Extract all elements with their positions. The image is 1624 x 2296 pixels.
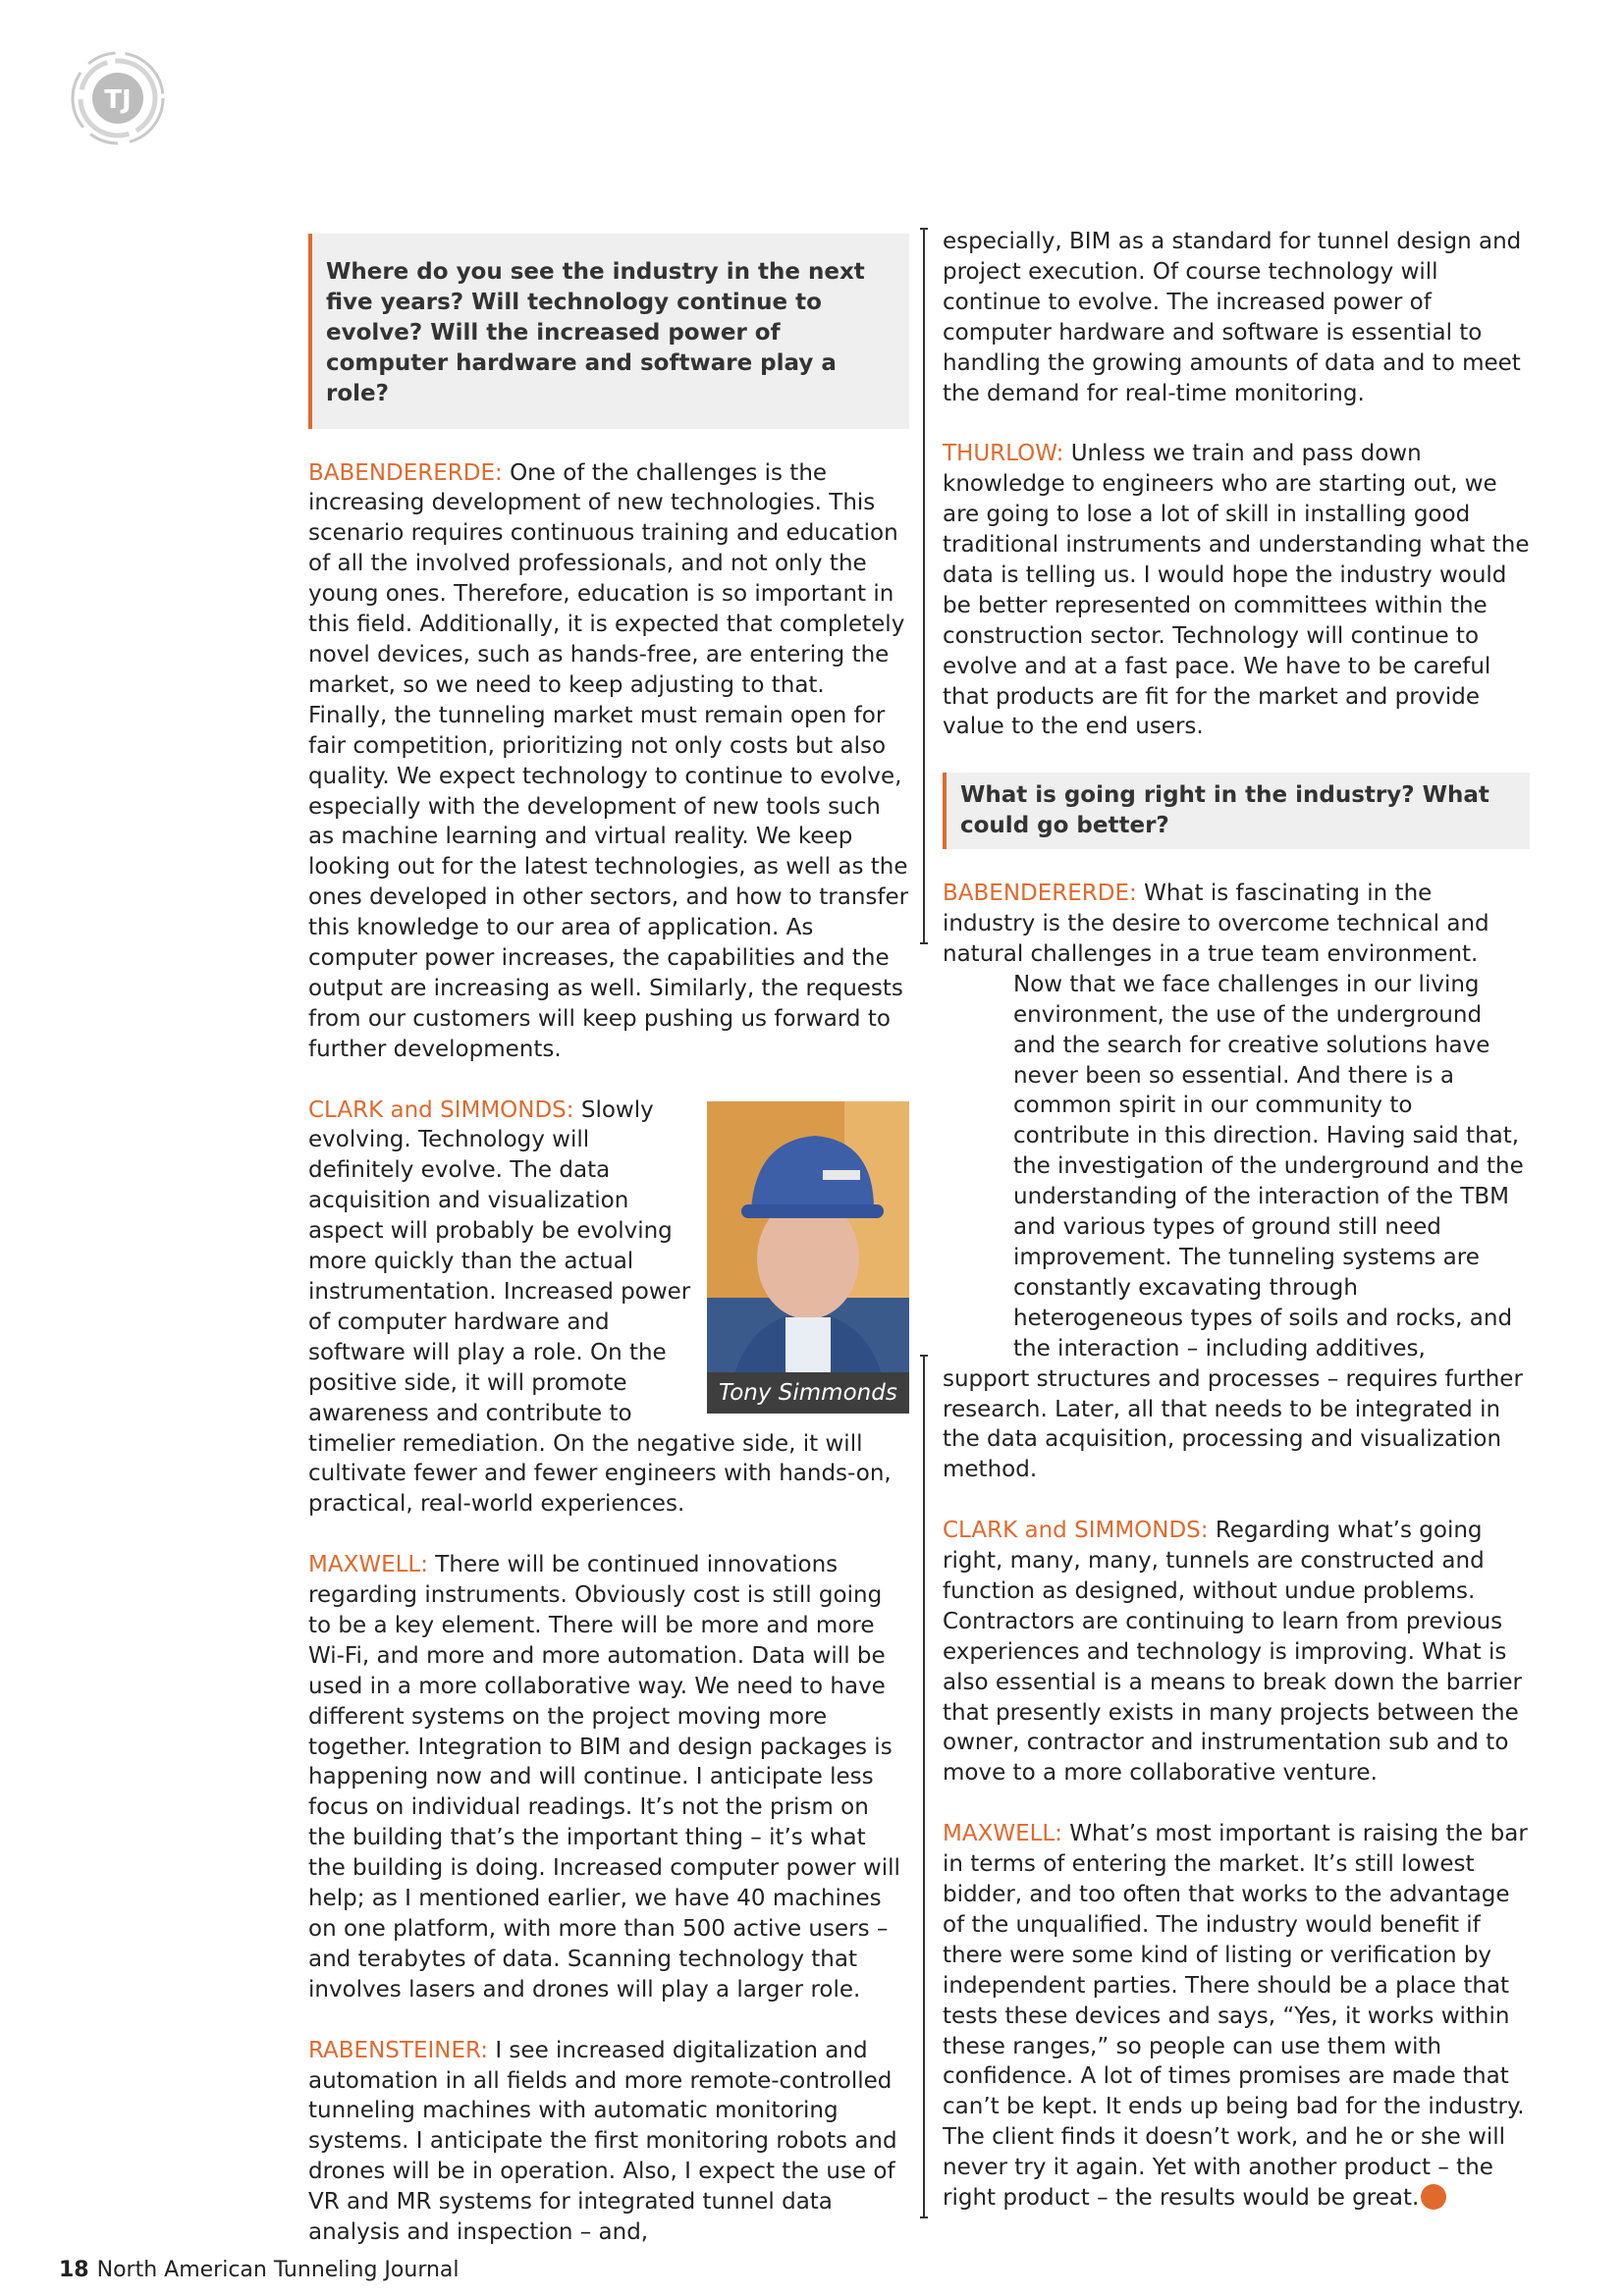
answer-rabensteiner-1 [308,2036,909,2248]
answer-clark-simmonds-1 [308,1095,909,1521]
speaker-name: RABENSTEINER: [308,2037,489,2063]
photo-tony-simmonds [707,1101,909,1414]
right-column [943,227,1530,2244]
answer-thurlow-1 [943,439,1530,742]
journal-logo-icon [69,49,167,147]
divider-bracket-bottom [923,1355,925,2218]
answer-maxwell-1 [308,1550,909,2005]
divider-bracket-top [923,228,925,944]
answer-text: Unless we train and pass down knowledge to engineers who are starting out, we are going to lose a lot of skill in installing good traditional instruments and understanding what the data is telling us. I would hope the industry would be better represented on committees within the construction sector. Technology will continue to evolve and at a fast pace. We have to be careful that products are fit for the market and provide value to the end users. [943,441,1530,740]
answer-maxwell-2 [943,1819,1530,2214]
answer-babenderede-2-after: support structures and processes – requires further research. Later, all that needs to be integrated in the data acquisition, processing and visualization method. [943,1365,1523,1483]
speaker-name: BABENDERERDE: [943,881,1137,907]
publication-name: North American Tunneling Journal [96,2258,460,2282]
answer-text: One of the challenges is the increasing development of new technologies. This scenario requires continuous training and education of all the involved professionals, and not only the young ones. Therefore, education is so important in this field. Additionally, it is expected that completely novel devices, such as hands-free, are entering the market, so we need to keep adjusting to that. Finally, the tunneling market must remain open for fair competition, prioritizing not only costs but also quality. We expect technology to continue to evolve, especially with the development of new tools such as machine learning and virtual reality. We keep looking out for the latest technologies, as well as the ones developed in other sectors, and how to transfer this knowledge to our area of application. As computer power increases, the capabilities and the output are increasing as well. Similarly, the requests from our customers will keep pushing us forward to further developments. [308,459,909,1062]
answer-text: I see increased digitalization and automation in all fields and more remote-controlled tunneling machines with automatic monitoring systems. I anticipate the first monitoring robots and drones will be in operation. Also, I expect the use of VR and MR systems for integrated tunnel data analysis and inspection – and, [308,2037,897,2246]
page-footer [59,2258,460,2282]
speaker-name: MAXWELL: [943,1821,1062,1847]
answer-text: What is fascinating in the industry is the desire to overcome technical and natural challenges in a true team environment. [943,881,1489,967]
photo-caption: Tony Simmonds [707,1372,909,1414]
answer-clark-simmonds-2 [943,1516,1530,1789]
speaker-name: BABENDERERDE: [308,459,503,486]
speaker-name: THURLOW: [943,441,1064,467]
answer-babenderede-2-wrap: Now that we face challenges in our living environment, the use of the underground and the search for creative solutions have never been so essential. And there is a common spirit in our community to contribute in this direction. Having said that, the investigation of the underground and the understanding of the interaction of the TBM and various types of ground still need improvement. The tunneling systems are constantly excavating through heterogeneous types of soils and rocks, and the interaction – including additives, [1013,971,1524,1362]
portrait-image [707,1101,909,1414]
speaker-name: MAXWELL: [308,1552,428,1578]
logo-text: TJ [104,85,132,115]
answer-text: Regarding what’s going right, many, many, tunnels are constructed and function as designed, without undue problems. Contractors are continuing to learn from previous experiences and technology is improving. What is also essential is a means to break down the barrier that presently exists in many projects between the owner, contractor and instrumentation sub and to move to a more collaborative venture. [943,1518,1522,1787]
answer-text: There will be continued innovations regarding instruments. Obviously cost is still going to be a key element. There will be more and more Wi-Fi, and more and more automation. Data will be used in a more collaborative way. We need to have different systems on the project moving more together. Integration to BIM and design packages is happening now and will continue. I anticipate less focus on individual readings. It’s not the prism on the building that’s the important thing – it’s what the building is doing. Increased computer power will help; as I mentioned earlier, we have 40 machines on one platform, with more than 500 active users – and terabytes of data. Scanning technology that involves lasers and drones will play a larger role. [308,1552,900,2002]
answer-text: What’s most important is raising the bar in terms of entering the market. It’s still lowest bidder, and too often that works to the advantage of the unqualified. The industry would benefit if there were some kind of listing or verification by independent parties. There should be a place that tests these devices and says, “Yes, it works within these ranges,” so people can use them with confidence. A lot of times promises are made that can’t be kept. It ends up being bad for the industry. The client finds it doesn’t work, and he or she will never try it again. Yet with another product – the right product – the results would be great. [943,1821,1528,2212]
left-column [308,234,909,2278]
question-box-1: Where do you see the industry in the next five years? Will technology continue to evolve? Will the increased power of computer hardware and software play a role? [308,234,909,429]
answer-babenderede-2 [943,879,1530,970]
speaker-name: CLARK and SIMMONDS: [943,1518,1209,1544]
answer-text: Slowly evolving. Technology will definitely evolve. The data acquisition and visualization aspect will probably be evolving more quickly than the actual instrumentation. Increased power of computer hardware and software will play a role. On the positive side, it will promote awareness and contribute to timelier remediation. On the negative side, it will cultivate fewer and fewer engineers with hands-on, practical, real-world experiences. [308,1096,892,1518]
speaker-name: CLARK and SIMMONDS: [308,1096,574,1123]
answer-babenderede-1 [308,458,909,1065]
page-number: 18 [59,2258,89,2282]
continuation-text: especially, BIM as a standard for tunnel design and project execution. Of course technology will continue to evolve. The increased power of computer hardware and software is essential to handling the growing amounts of data and to meet the demand for real-time monitoring. [943,229,1522,406]
end-of-article-icon [1421,2184,1446,2210]
question-box-2: What is going right in the industry? What could go better? [943,773,1530,849]
